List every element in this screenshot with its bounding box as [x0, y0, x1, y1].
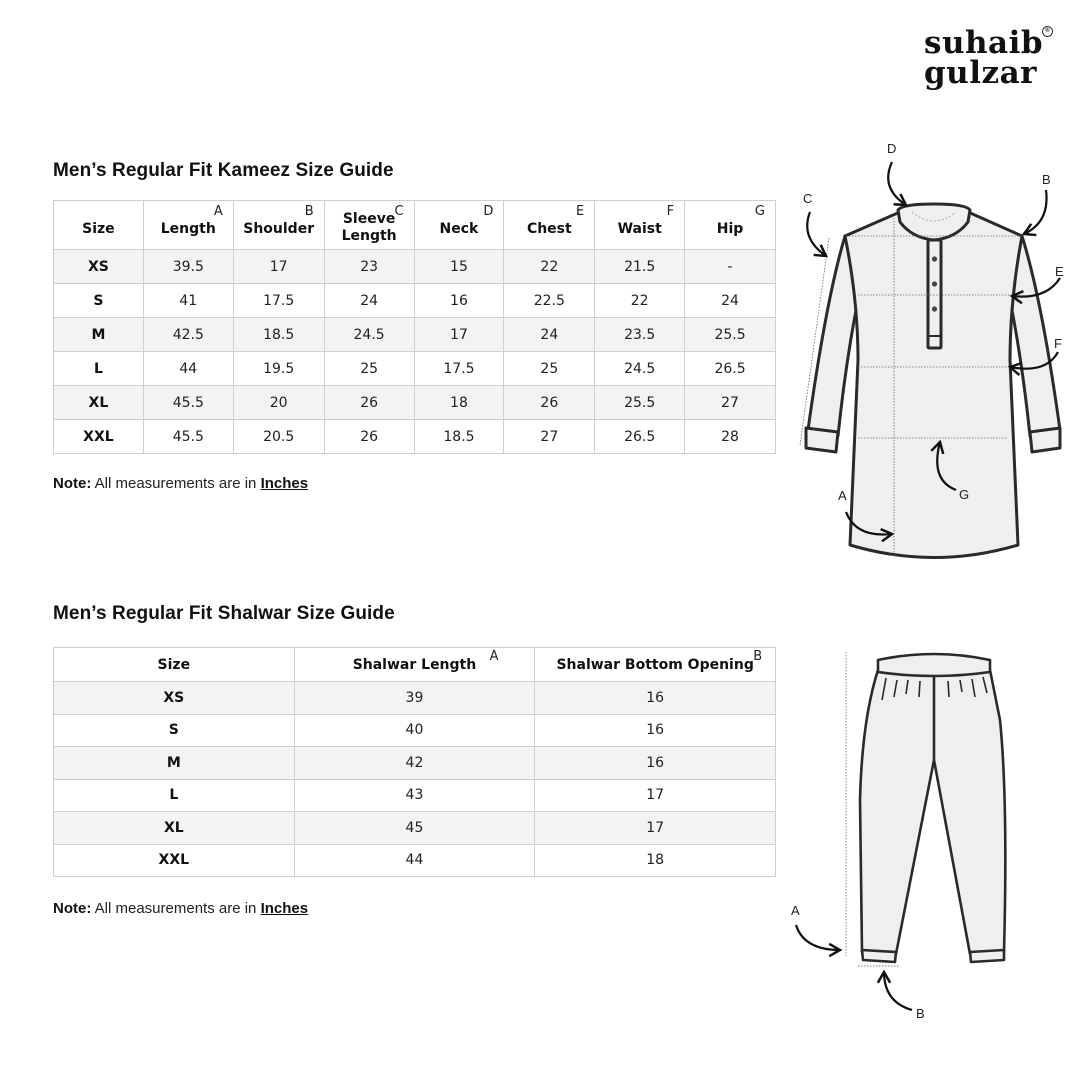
note-label: Note:	[53, 475, 92, 492]
waist-cell: 25.5	[595, 386, 685, 420]
size-cell: M	[54, 747, 295, 780]
diagram-label-d: D	[887, 141, 897, 156]
brand-line-1: suhaib	[924, 25, 1044, 61]
length-cell: 39.5	[143, 250, 233, 284]
sleeve-cell: 25	[324, 352, 414, 386]
table-row	[54, 284, 776, 318]
neck-cell: 17.5	[414, 352, 504, 386]
column-header-size: Size	[54, 648, 295, 682]
waist-cell: 26.5	[595, 420, 685, 454]
bottom-opening-cell: 17	[535, 812, 776, 845]
sleeve-cell: 26	[324, 386, 414, 420]
sleeve-cell: 24.5	[324, 318, 414, 352]
hip-cell: 25.5	[685, 318, 776, 352]
size-cell: XXL	[54, 420, 144, 454]
bottom-opening-cell: 18	[535, 844, 776, 877]
diagram-label-g: G	[959, 487, 970, 502]
neck-cell: 18	[414, 386, 504, 420]
length-cell: 40	[294, 714, 535, 747]
size-cell: S	[54, 284, 144, 318]
note-unit: Inches	[260, 475, 309, 492]
table-row	[54, 844, 776, 877]
measure-letter: B	[304, 204, 314, 219]
measure-letter: C	[394, 204, 404, 219]
column-header-sleeve-length: C Sleeve Length	[324, 201, 414, 250]
measure-letter: E	[576, 204, 585, 219]
column-header-length: A Length	[143, 201, 233, 250]
column-header-hip: G Hip	[685, 201, 776, 250]
brand-logo	[924, 25, 1064, 91]
measure-letter: A	[489, 649, 499, 664]
length-cell: 42.5	[143, 318, 233, 352]
diagram-label-b: B	[1042, 172, 1051, 187]
column-header-shalwar-bottom-opening: Shalwar Bottom Opening B	[535, 648, 776, 682]
chest-cell: 25	[504, 352, 595, 386]
shoulder-cell: 17	[233, 250, 324, 284]
chest-cell: 26	[504, 386, 595, 420]
shoulder-cell: 20.5	[233, 420, 324, 454]
column-header-chest: E Chest	[504, 201, 595, 250]
length-cell: 41	[143, 284, 233, 318]
table-row	[54, 352, 776, 386]
length-cell: 45.5	[143, 420, 233, 454]
size-cell: S	[54, 714, 295, 747]
note-label: Note:	[53, 900, 92, 917]
hip-cell: 27	[685, 386, 776, 420]
waist-cell: 24.5	[595, 352, 685, 386]
column-header-shoulder: B Shoulder	[233, 201, 324, 250]
sleeve-cell: 24	[324, 284, 414, 318]
shoulder-cell: 19.5	[233, 352, 324, 386]
table-row	[54, 318, 776, 352]
measure-letter: G	[754, 204, 765, 219]
chest-cell: 27	[504, 420, 595, 454]
size-cell: M	[54, 318, 144, 352]
shalwar-trousers-icon	[860, 654, 1005, 962]
column-header-shalwar-length: Shalwar Length A	[294, 648, 535, 682]
column-header-neck: D Neck	[414, 201, 504, 250]
shoulder-cell: 17.5	[233, 284, 324, 318]
hip-cell: 24	[685, 284, 776, 318]
diagram-label-a: A	[838, 488, 847, 503]
size-cell: XXL	[54, 844, 295, 877]
size-cell: L	[54, 352, 144, 386]
bottom-opening-cell: 16	[535, 714, 776, 747]
length-cell: 39	[294, 682, 535, 715]
kameez-diagram	[790, 135, 1075, 570]
shalwar-section-title: Men’s Regular Fit Shalwar Size Guide	[53, 603, 395, 624]
shalwar-diagram	[785, 645, 1015, 1030]
table-row	[54, 250, 776, 284]
registered-mark-icon: ®	[1042, 26, 1053, 37]
size-cell: XL	[54, 386, 144, 420]
kameez-size-table	[53, 200, 776, 454]
kameez-note	[53, 475, 308, 492]
diagram-label-e: E	[1055, 264, 1064, 279]
note-unit: Inches	[260, 900, 309, 917]
length-cell: 43	[294, 779, 535, 812]
table-header-row	[54, 201, 776, 250]
measure-letter: F	[666, 204, 675, 219]
hip-cell: 26.5	[685, 352, 776, 386]
measure-letter: A	[213, 204, 223, 219]
size-cell: XL	[54, 812, 295, 845]
hip-cell: 28	[685, 420, 776, 454]
neck-cell: 15	[414, 250, 504, 284]
shoulder-cell: 20	[233, 386, 324, 420]
brand-line-2: gulzar	[924, 55, 1038, 91]
table-row	[54, 682, 776, 715]
hip-cell: -	[685, 250, 776, 284]
length-cell: 44	[143, 352, 233, 386]
chest-cell: 22	[504, 250, 595, 284]
length-cell: 42	[294, 747, 535, 780]
shalwar-size-table	[53, 647, 776, 877]
table-row	[54, 747, 776, 780]
waist-cell: 22	[595, 284, 685, 318]
diagram-label-f: F	[1054, 336, 1062, 351]
bottom-opening-cell: 16	[535, 747, 776, 780]
length-cell: 45	[294, 812, 535, 845]
length-cell: 44	[294, 844, 535, 877]
sleeve-cell: 23	[324, 250, 414, 284]
note-text: All measurements are in	[91, 900, 261, 917]
kameez-section-title: Men’s Regular Fit Kameez Size Guide	[53, 160, 394, 181]
bottom-opening-cell: 16	[535, 682, 776, 715]
shoulder-cell: 18.5	[233, 318, 324, 352]
chest-cell: 22.5	[504, 284, 595, 318]
diagram-label-c: C	[803, 191, 813, 206]
sleeve-cell: 26	[324, 420, 414, 454]
size-cell: L	[54, 779, 295, 812]
measure-letter: B	[753, 649, 763, 664]
table-row	[54, 386, 776, 420]
waist-cell: 21.5	[595, 250, 685, 284]
table-row	[54, 420, 776, 454]
column-header-waist: F Waist	[595, 201, 685, 250]
neck-cell: 18.5	[414, 420, 504, 454]
neck-cell: 17	[414, 318, 504, 352]
neck-cell: 16	[414, 284, 504, 318]
column-header-size: Size	[54, 201, 144, 250]
length-cell: 45.5	[143, 386, 233, 420]
table-header-row	[54, 648, 776, 682]
note-text: All measurements are in	[91, 475, 261, 492]
diagram-label-a: A	[791, 903, 800, 918]
table-row	[54, 779, 776, 812]
table-row	[54, 714, 776, 747]
size-cell: XS	[54, 682, 295, 715]
size-cell: XS	[54, 250, 144, 284]
diagram-label-b: B	[916, 1006, 925, 1021]
bottom-opening-cell: 17	[535, 779, 776, 812]
waist-cell: 23.5	[595, 318, 685, 352]
chest-cell: 24	[504, 318, 595, 352]
shalwar-note	[53, 900, 308, 917]
table-row	[54, 812, 776, 845]
measure-letter: D	[483, 204, 494, 219]
